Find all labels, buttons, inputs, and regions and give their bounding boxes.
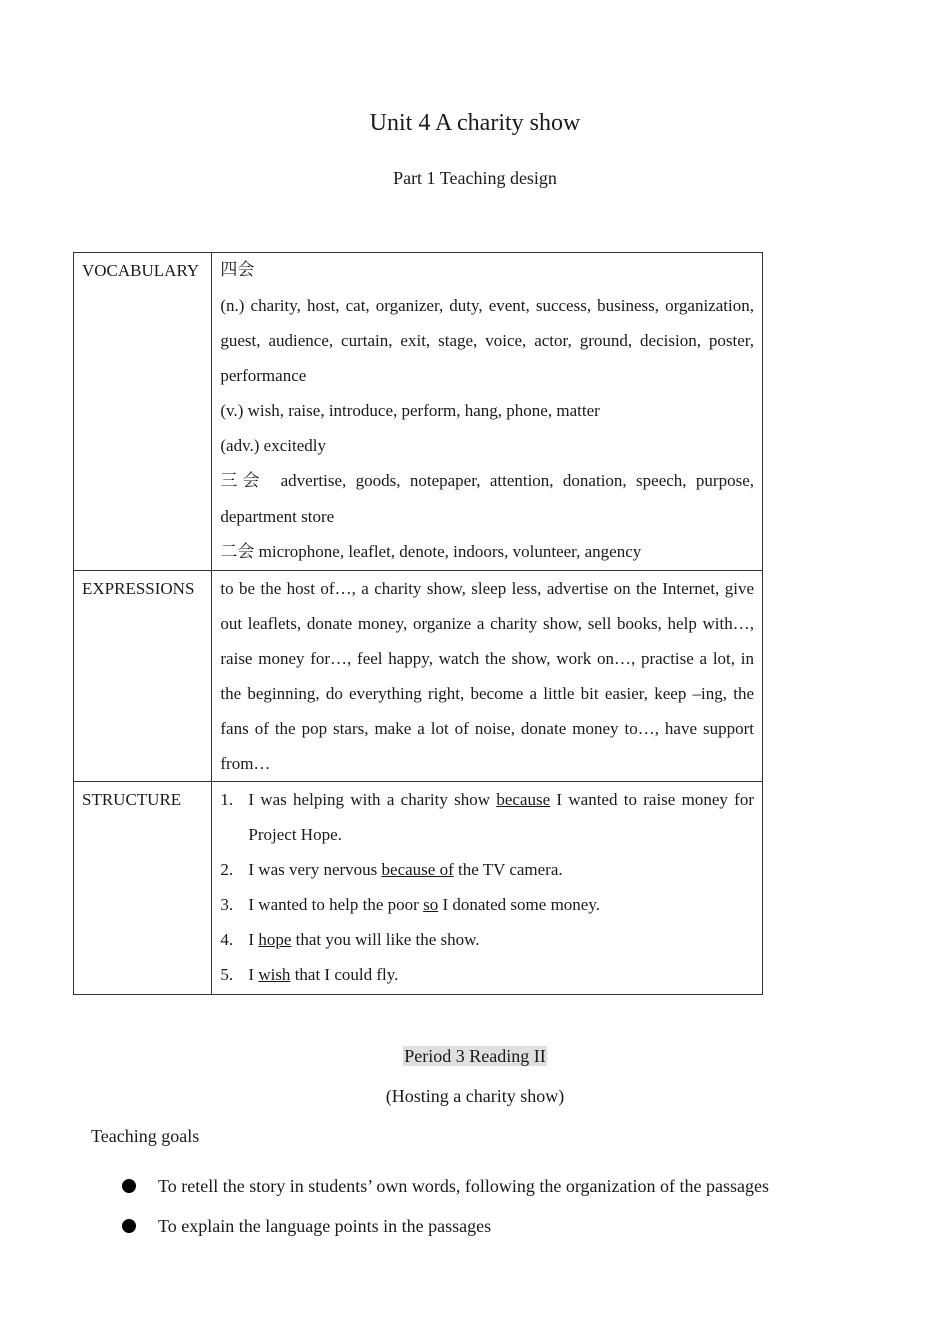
structure-item-text: I was very nervous bbox=[248, 860, 382, 879]
expressions-content bbox=[212, 571, 763, 782]
vocab-three-level-words: advertise, goods, notepaper, attention, donation, speech, purpose, department store bbox=[220, 471, 754, 526]
vocabulary-label: VOCABULARY bbox=[74, 253, 212, 571]
structure-item-keyword: so bbox=[423, 895, 439, 914]
structure-item bbox=[220, 922, 754, 957]
vocab-verbs: (v.) wish, raise, introduce, perform, hang, phone, matter bbox=[220, 401, 600, 420]
table-row-expressions bbox=[74, 571, 763, 782]
expressions-label: EXPRESSIONS bbox=[74, 571, 212, 782]
structure-item bbox=[220, 852, 754, 887]
goal-text: To explain the language points in the passages bbox=[158, 1216, 492, 1236]
structure-item-text: I donated some money. bbox=[438, 895, 600, 914]
structure-item-number: 5. bbox=[220, 965, 234, 984]
structure-item-text: the TV camera. bbox=[453, 860, 563, 879]
structure-item-text: I wanted to help the poor bbox=[248, 895, 424, 914]
vocab-three-level bbox=[220, 463, 754, 534]
structure-item-keyword: hope bbox=[258, 930, 292, 949]
structure-list bbox=[220, 782, 754, 992]
structure-item-number: 3. bbox=[220, 895, 234, 914]
document-subtitle: Part 1 Teaching design bbox=[393, 168, 557, 188]
structure-item-text: that I could fly. bbox=[290, 965, 399, 984]
vocab-adverbs: (adv.) excitedly bbox=[220, 436, 326, 455]
structure-item-keyword: because bbox=[496, 790, 551, 809]
vocab-three-level-tag: 三会 bbox=[220, 471, 265, 491]
teaching-goals-list bbox=[120, 1166, 769, 1246]
structure-item-number: 1. bbox=[220, 790, 234, 809]
table-row-structure bbox=[74, 782, 763, 995]
structure-item-text: I wanted to raise money for Project Hope. bbox=[248, 790, 754, 844]
structure-item-number: 2. bbox=[220, 860, 234, 879]
vocab-two-level-tag: 二会 bbox=[220, 542, 255, 562]
vocab-two-level bbox=[220, 534, 754, 570]
table-row-vocabulary bbox=[74, 253, 763, 571]
period-heading-text: Period 3 Reading II bbox=[404, 1046, 546, 1066]
structure-item-number: 4. bbox=[220, 930, 234, 949]
period-heading bbox=[0, 1046, 950, 1067]
structure-item-keyword: because of bbox=[381, 860, 454, 879]
bullet-icon bbox=[122, 1179, 136, 1193]
vocab-nouns: (n.) charity, host, cat, organizer, duty, event, success, business, organization, guest, audience, curtain, exit, stage, voice, actor, ground, decision, poster, performance bbox=[220, 296, 754, 385]
vocabulary-content bbox=[212, 253, 763, 571]
teaching-goals-heading: Teaching goals bbox=[91, 1126, 200, 1146]
goal-text: To retell the story in students’ own words, following the organization of the passages bbox=[158, 1176, 769, 1196]
structure-item bbox=[220, 887, 754, 922]
structure-label: STRUCTURE bbox=[74, 782, 212, 995]
vocab-four-level-tag: 四会 bbox=[220, 260, 255, 280]
list-item bbox=[120, 1166, 769, 1206]
bullet-icon bbox=[122, 1219, 136, 1233]
structure-content bbox=[212, 782, 763, 995]
structure-item-text: I bbox=[248, 930, 259, 949]
structure-item bbox=[220, 957, 754, 992]
period-subtitle: (Hosting a charity show) bbox=[385, 1086, 565, 1106]
structure-item-text: I bbox=[248, 965, 259, 984]
expressions-text: to be the host of…, a charity show, sleep less, advertise on the Internet, give out leaflets, donate money, organize a charity show, sell books, help with…, raise money for…, feel happy, watch the show, work on…, practise a lot, in the beginning, do everything right, become a little bit easier, keep –ing, the fans of the pop stars, make a lot of noise, donate money to…, have support from… bbox=[220, 579, 754, 773]
document-title: Unit 4 A charity show bbox=[369, 110, 581, 136]
structure-item-text: I was helping with a charity show bbox=[248, 790, 497, 809]
teaching-design-table bbox=[73, 252, 763, 995]
vocab-two-level-words: microphone, leaflet, denote, indoors, volunteer, angency bbox=[258, 542, 642, 561]
list-item bbox=[120, 1206, 769, 1246]
structure-item-text: that you will like the show. bbox=[291, 930, 480, 949]
structure-item-keyword: wish bbox=[258, 965, 291, 984]
structure-item bbox=[220, 782, 754, 852]
